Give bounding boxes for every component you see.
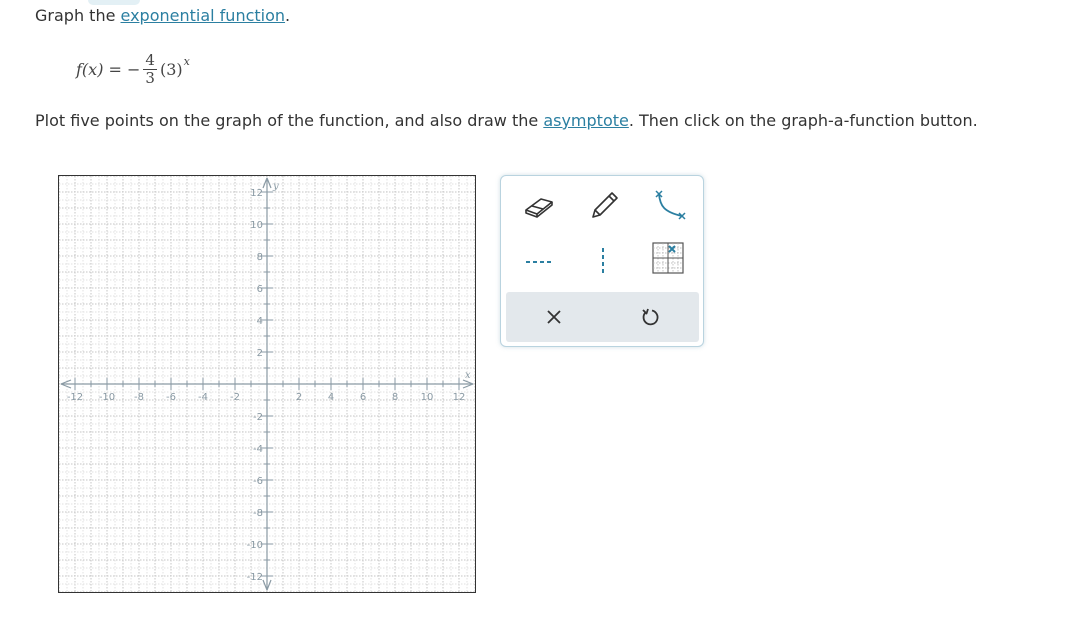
pencil-icon: [585, 189, 621, 223]
x-tick-label: -4: [198, 392, 208, 403]
x-tick-label: 8: [391, 392, 399, 403]
graph-canvas[interactable]: [58, 175, 476, 593]
eraser-icon: [520, 191, 556, 221]
formula-base: (3): [159, 59, 183, 79]
formula-lhs: f(x) = −: [76, 59, 141, 79]
x-icon: [544, 307, 564, 327]
pencil-tool[interactable]: [579, 186, 627, 226]
graph-toolbox: [500, 175, 704, 347]
instructions-suffix: . Then click on the graph-a-function button.: [628, 111, 978, 130]
vertical-asymptote-tool[interactable]: [579, 242, 627, 282]
undo-icon: [639, 306, 661, 328]
exponential-curve-icon: [648, 188, 688, 224]
undo-button[interactable]: [620, 297, 680, 337]
prompt-line: [35, 6, 290, 25]
coordinate-plane[interactable]: [59, 176, 475, 592]
x-tick-label: 2: [295, 392, 303, 403]
exponential-function-link[interactable]: exponential function: [120, 6, 286, 25]
clear-button[interactable]: [524, 297, 584, 337]
y-tick-label: 6: [256, 284, 263, 295]
asymptote-link[interactable]: asymptote: [543, 111, 629, 130]
x-tick-label: -6: [166, 392, 176, 403]
y-tick-label: -10: [246, 540, 263, 551]
horizontal-dashed-line-icon: [520, 252, 556, 272]
y-tick-label: -4: [253, 444, 263, 455]
x-tick-label: -8: [134, 392, 144, 403]
horizontal-asymptote-tool[interactable]: [514, 242, 562, 282]
x-tick-label: 6: [359, 392, 367, 403]
exponential-curve-tool[interactable]: [644, 186, 692, 226]
y-tick-label: 2: [256, 348, 263, 359]
vertical-dashed-line-icon: [593, 244, 613, 280]
prompt-prefix: Graph the: [35, 6, 121, 25]
y-tick-label: 4: [256, 316, 263, 327]
y-tick-label: 10: [250, 220, 263, 231]
formula-fraction: [143, 52, 157, 87]
fraction-numerator: 4: [145, 50, 155, 69]
instructions-line: [35, 111, 978, 130]
x-axis-label: x: [465, 370, 471, 381]
y-axis-label: y: [273, 181, 279, 192]
graph-a-function-tool[interactable]: [644, 238, 692, 278]
eraser-tool[interactable]: [514, 186, 562, 226]
y-tick-label: -12: [246, 572, 263, 583]
x-tick-label: -10: [98, 392, 116, 403]
top-tab-indicator: [88, 0, 140, 5]
graph-a-function-icon: [650, 240, 686, 276]
x-tick-label: -12: [66, 392, 84, 403]
y-tick-label: -6: [253, 476, 263, 487]
function-formula: [76, 44, 190, 94]
y-tick-label: -2: [253, 412, 263, 423]
x-tick-label: -2: [230, 392, 240, 403]
instructions-prefix: Plot five points on the graph of the function, and also draw the: [35, 111, 544, 130]
y-tick-label: 8: [256, 252, 263, 263]
x-tick-label: 10: [420, 392, 434, 403]
x-tick-label: 12: [452, 392, 466, 403]
prompt-suffix: .: [285, 6, 291, 25]
action-bar: [506, 292, 699, 342]
fraction-denominator: 3: [145, 68, 155, 87]
formula-exponent: x: [183, 54, 190, 68]
y-tick-label: -8: [253, 508, 263, 519]
x-tick-label: 4: [327, 392, 335, 403]
y-tick-label: 12: [250, 188, 263, 199]
